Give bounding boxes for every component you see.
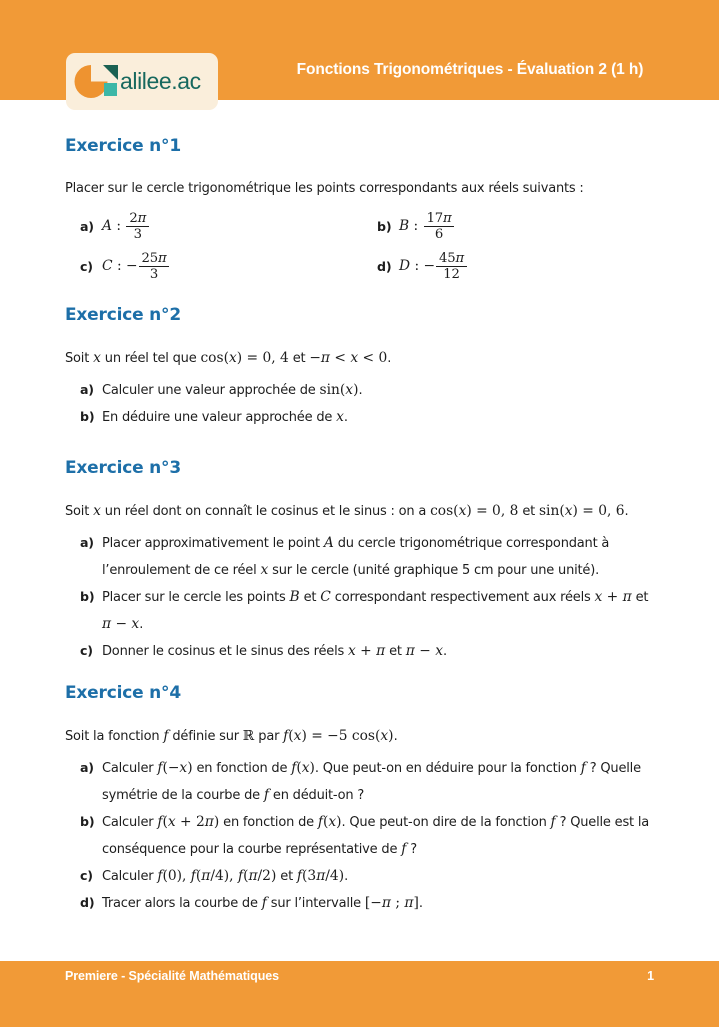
exercise-items	[80, 207, 654, 285]
exercise-item	[80, 207, 377, 245]
item-text: C : − $\frac{25\pi}{3}$	[102, 251, 377, 282]
exercise-section	[65, 458, 654, 665]
exercise-title: Exercice n°4	[65, 683, 181, 703]
exercise-item	[80, 584, 654, 638]
item-label: d)	[80, 895, 95, 910]
exercise-intro: Soit la fonction f définie sur ℝ par f(x) = −5 cos(x).	[65, 728, 398, 744]
exercise-title: Exercice n°1	[65, 136, 181, 156]
exercise-item	[80, 809, 654, 863]
math-fraction: $\frac{17\pi}{6}$	[424, 211, 455, 242]
exercise-item	[80, 890, 654, 917]
header-band	[0, 0, 719, 100]
exercise-intro: Soit x un réel dont on connaît le cosinus et le sinus : on a cos(x) = 0, 8 et sin(x) = 0, 6.	[65, 503, 629, 519]
item-label: b)	[80, 589, 95, 604]
item-text: Calculer une valeur approchée de sin(x).	[102, 382, 363, 398]
exercise-intro: Soit x un réel tel que cos(x) = 0, 4 et −π < x < 0.	[65, 350, 392, 366]
exercise-item	[80, 638, 654, 665]
logo	[66, 53, 218, 110]
item-text: En déduire une valeur approchée de x.	[102, 409, 348, 425]
item-label: a)	[80, 760, 94, 775]
item-text: Calculer f(0), f(π/4), f(π/2) et f(3π/4).	[102, 868, 349, 884]
document-title: Fonctions Trigonométriques - Évaluation 2 (1 h)	[296, 61, 644, 78]
exercise-title: Exercice n°3	[65, 458, 181, 478]
item-label: d)	[377, 258, 392, 274]
exercise-item	[80, 755, 654, 809]
exercise-intro: Placer sur le cercle trigonométrique les points correspondants aux réels suivants :	[65, 181, 584, 196]
exercise-item	[80, 863, 654, 890]
exercise-section	[65, 136, 654, 285]
worksheet-content	[0, 100, 719, 961]
item-text: A : $\frac{2\pi}{3}$	[102, 211, 377, 242]
item-label: c)	[80, 258, 93, 274]
exercise-item	[80, 377, 654, 404]
math-fraction: $\frac{2\pi}{3}$	[126, 211, 149, 242]
exercise-item	[80, 247, 377, 285]
item-label: c)	[80, 643, 93, 658]
exercise-section	[65, 305, 654, 431]
item-text: Donner le cosinus et le sinus des réels x + π et π − x.	[102, 643, 447, 659]
item-label: b)	[80, 409, 95, 424]
exercise-items	[80, 377, 654, 431]
item-label: b)	[377, 218, 392, 234]
exercise-section	[65, 683, 654, 917]
logo-text: alilee.ac	[120, 68, 201, 94]
exercise-items	[80, 530, 654, 665]
item-label: b)	[80, 814, 95, 829]
item-label: a)	[80, 535, 94, 550]
math-fraction: $\frac{25\pi}{3}$	[139, 251, 170, 282]
item-label: a)	[80, 382, 94, 397]
exercise-item	[377, 207, 654, 245]
exercise-items	[80, 755, 654, 917]
item-text: D : − $\frac{45\pi}{12}$	[399, 251, 654, 282]
item-text: Calculer f(−x) en fonction de f(x). Que peut-on en déduire pour la fonction f ? Quelle symétrie de la courbe de f en déduit-on ?	[102, 760, 641, 803]
footer-band	[0, 961, 719, 1027]
footer-course-label: Premiere - Spécialité Mathématiques	[65, 969, 279, 983]
item-label: c)	[80, 868, 93, 883]
exercise-title: Exercice n°2	[65, 305, 181, 325]
item-text: Tracer alors la courbe de f sur l’intervalle [−π ; π].	[102, 895, 423, 911]
exercise-item	[377, 247, 654, 285]
math-fraction: $\frac{45\pi}{12}$	[436, 251, 467, 282]
footer-page-number: 1	[647, 969, 654, 983]
item-text: B : $\frac{17\pi}{6}$	[399, 211, 654, 242]
logo-mark-icon	[73, 59, 119, 105]
exercise-item	[80, 404, 654, 431]
item-text: Calculer f(x + 2π) en fonction de f(x). Que peut-on dire de la fonction f ? Quelle est la conséquence pour la courbe représentative de f ?	[102, 814, 650, 857]
exercise-item	[80, 530, 654, 584]
item-text: Placer approximativement le point A du cercle trigonométrique correspondant à l’enroulement de ce réel x sur le cercle (unité graphique 5 cm pour une unité).	[102, 535, 610, 578]
item-label: a)	[80, 218, 94, 234]
item-text: Placer sur le cercle les points B et C correspondant respectivement aux réels x + π et π − x.	[102, 589, 649, 632]
